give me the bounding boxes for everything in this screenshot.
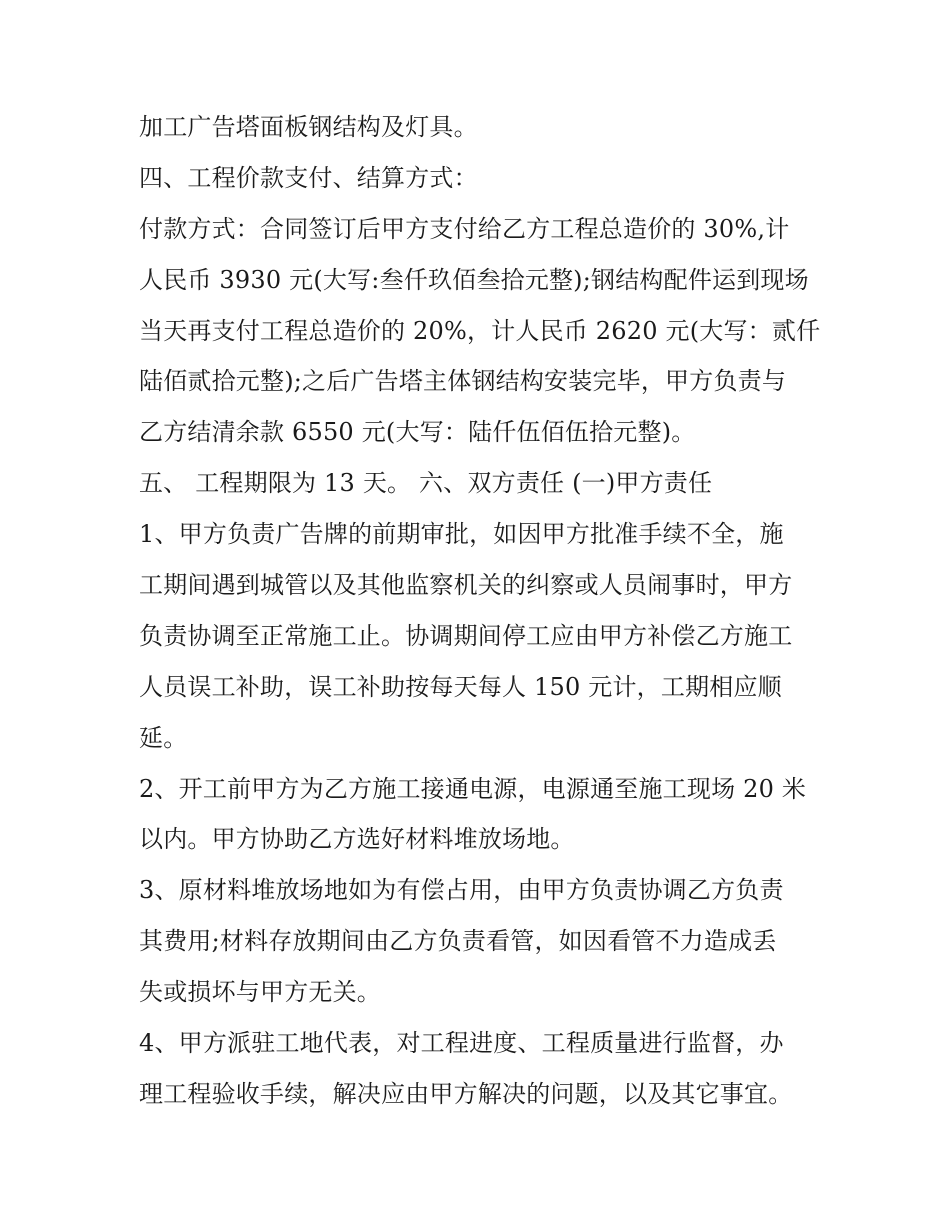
text-line: 人民币 3930 元(大写:叁仟玖佰叁拾元整);钢结构配件运到现场 bbox=[139, 265, 809, 294]
section-heading-duration-responsibilities: 五、 工程期限为 13 天。 六、双方责任 (一)甲方责任 bbox=[139, 469, 713, 498]
text-line: 付款方式：合同签订后甲方支付给乙方工程总造价的 30%,计 bbox=[139, 214, 790, 243]
text-line: 3、原材料堆放场地如为有偿占用，由甲方负责协调乙方负责 bbox=[139, 876, 784, 905]
text-line: 以内。甲方协助乙方选好材料堆放场地。 bbox=[139, 825, 575, 854]
text-line: 人员误工补助，误工补助按每天每人 150 元计，工期相应顺 bbox=[139, 672, 782, 701]
text-line: 1、甲方负责广告牌的前期审批，如因甲方批准手续不全，施 bbox=[139, 520, 784, 549]
document-body bbox=[139, 102, 819, 1120]
text-line: 陆佰贰拾元整);之后广告塔主体钢结构安装完毕，甲方负责与 bbox=[139, 367, 787, 396]
text-line: 工期间遇到城管以及其他监察机关的纠察或人员闹事时，甲方 bbox=[139, 571, 793, 600]
section-heading-payment: 四、工程价款支付、结算方式： bbox=[139, 163, 478, 192]
text-line: 加工广告塔面板钢结构及灯具。 bbox=[139, 113, 478, 141]
text-line: 2、开工前甲方为乙方施工接通电源，电源通至施工现场 20 米 bbox=[139, 774, 807, 803]
text-line: 4、甲方派驻工地代表，对工程进度、工程质量进行监督，办 bbox=[139, 1029, 784, 1058]
text-line: 乙方结清余款 6550 元(大写：陆仟伍佰伍拾元整)。 bbox=[139, 418, 696, 447]
text-line: 失或损坏与甲方无关。 bbox=[139, 978, 381, 1007]
text-line: 负责协调至正常施工止。协调期间停工应由甲方补偿乙方施工 bbox=[139, 621, 793, 650]
text-line: 其费用;材料存放期间由乙方负责看管，如因看管不力造成丢 bbox=[139, 927, 777, 956]
text-line: 理工程验收手续，解决应由甲方解决的问题，以及其它事宜。 bbox=[139, 1079, 793, 1108]
text-line: 当天再支付工程总造价的 20%，计人民币 2620 元(大写：贰仟 bbox=[139, 316, 821, 345]
text-line: 延。 bbox=[139, 723, 188, 752]
